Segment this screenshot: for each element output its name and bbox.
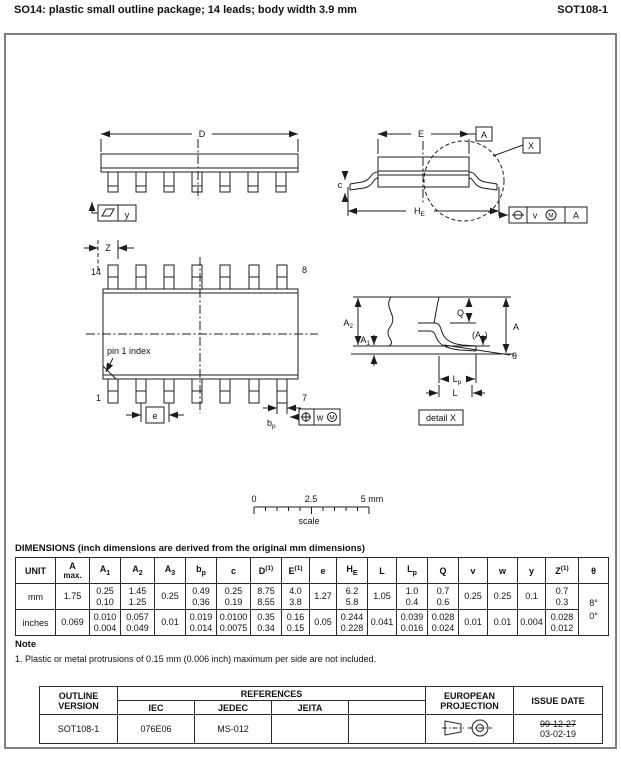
cell-mm-Q: 0.7 0.6 <box>428 584 459 610</box>
dim-label-A3: $(A_3)$ <box>472 330 488 342</box>
iec-value: 076E06 <box>118 715 195 744</box>
outline-version-value: SOT108-1 <box>40 715 118 744</box>
cell-in-A1: 0.010 0.004 <box>90 610 121 636</box>
top-view-drawing <box>84 240 340 430</box>
refs-data-row <box>40 715 603 744</box>
col-header-bp: $b_p$ <box>186 558 217 584</box>
references-table <box>39 686 603 744</box>
row-label-mm: mm <box>16 584 56 610</box>
cell-in-v: 0.01 <box>459 610 488 636</box>
scale-label: scale <box>298 516 320 526</box>
col-header-A2: $A_2$ <box>121 558 155 584</box>
dims-mm-row <box>16 584 609 610</box>
datum-y-label: y <box>124 210 130 220</box>
dims-header-row <box>16 558 609 584</box>
package-outline-drawing <box>6 35 616 535</box>
cell-in-w: 0.01 <box>488 610 518 636</box>
cell-mm-A1: 0.25 0.10 <box>90 584 121 610</box>
detail-x-label: X <box>527 141 535 151</box>
doc-number: SOT108-1 <box>557 4 608 16</box>
col-header-HE: $H_E$ <box>337 558 368 584</box>
cell-mm-L: 1.05 <box>368 584 397 610</box>
detail-x-caption: detail X <box>425 413 457 423</box>
cell-mm-w: 0.25 <box>488 584 518 610</box>
dim-label-c: c <box>337 180 343 190</box>
issue-date-cell <box>514 715 603 744</box>
dim-label-D: D <box>198 129 206 139</box>
first-angle-projection-icon <box>441 717 499 739</box>
col-header-A: A max. <box>56 558 90 584</box>
col-header-e: e <box>310 558 337 584</box>
cell-mm-e: 1.27 <box>310 584 337 610</box>
col-header-Lp: $L_p$ <box>397 558 428 584</box>
cell-in-c: 0.0100 0.0075 <box>217 610 251 636</box>
blank-value <box>349 715 426 744</box>
old-issue-date: 99-12-27 <box>540 719 577 729</box>
cell-mm-E: 4.0 3.8 <box>282 584 310 610</box>
iec-header: IEC <box>118 701 195 715</box>
dim-label-HE: $H_E$ <box>414 206 425 218</box>
dimensions-title: DIMENSIONS (inch dimensions are derived from the original mm dimensions) <box>15 543 365 554</box>
tol-w-label: w <box>316 412 324 423</box>
pin14-label: 14 <box>90 267 101 277</box>
col-header-unit: UNIT <box>16 558 56 584</box>
dimensions-table <box>15 557 609 636</box>
cell-mm-c: 0.25 0.19 <box>217 584 251 610</box>
datum-a-label: A <box>480 130 488 140</box>
cell-in-HE: 0.244 0.228 <box>337 610 368 636</box>
cell-in-Lp: 0.039 0.016 <box>397 610 428 636</box>
tolerance-frame-bp <box>299 409 340 425</box>
dim-label-A1: $A_1$ <box>360 335 370 347</box>
col-header-theta: θ <box>579 558 609 584</box>
col-header-Z: $Z^{(1)}$ <box>546 558 579 584</box>
cell-mm-v: 0.25 <box>459 584 488 610</box>
cell-in-e: 0.05 <box>310 610 337 636</box>
scale-tick-2-5: 2.5 <box>304 494 318 504</box>
col-header-E: $E^{(1)}$ <box>282 558 310 584</box>
pin1-label: 1 <box>95 393 101 403</box>
jedec-value: MS-012 <box>195 715 272 744</box>
tol-datum-a-label: A <box>572 210 580 221</box>
cell-mm-Lp: 1.0 0.4 <box>397 584 428 610</box>
jedec-header: JEDEC <box>195 701 272 715</box>
pin1-index-label: pin 1 index <box>107 346 151 356</box>
outline-version-header: OUTLINE VERSION <box>40 687 118 715</box>
dimensions-section <box>15 543 610 636</box>
cell-in-A2: 0.057 0.049 <box>121 610 155 636</box>
cell-mm-A: 1.75 <box>56 584 90 610</box>
cell-theta: 8° 0° <box>579 584 609 636</box>
flatness-symbol-icon <box>102 209 114 216</box>
dim-label-Lp: $L_p$ <box>452 374 462 386</box>
cell-mm-A2: 1.45 1.25 <box>121 584 155 610</box>
note-item-1: 1. Plastic or metal protrusions of 0.15 mm (0.006 inch) maximum per side are not included. <box>15 654 377 664</box>
svg-text:M: M <box>548 212 554 220</box>
dim-label-A2: $A_2$ <box>343 318 353 330</box>
dim-label-theta: θ <box>512 351 518 361</box>
jeita-header: JEITA <box>272 701 349 715</box>
col-header-A3: $A_3$ <box>155 558 186 584</box>
dim-label-Q: Q <box>456 308 464 318</box>
dim-label-A: A <box>513 322 520 332</box>
dim-label-bp: $b_p$ <box>267 418 276 430</box>
col-header-D: $D^{(1)}$ <box>251 558 282 584</box>
cell-in-Z: 0.028 0.012 <box>546 610 579 636</box>
svg-text:M: M <box>329 414 335 422</box>
note-heading: Note <box>15 639 37 650</box>
dim-label-e: e <box>152 411 158 421</box>
drawing-frame <box>4 33 617 749</box>
cell-in-y: 0.004 <box>518 610 546 636</box>
cell-in-Q: 0.028 0.024 <box>428 610 459 636</box>
cell-mm-y: 0.1 <box>518 584 546 610</box>
issue-date-header: ISSUE DATE <box>514 687 603 715</box>
col-header-v: v <box>459 558 488 584</box>
detail-x-drawing <box>343 297 519 425</box>
page-title: SO14: plastic small outline package; 14 leads; body width 3.9 mm <box>14 4 357 16</box>
dim-label-E: E <box>417 129 425 139</box>
col-header-L: L <box>368 558 397 584</box>
tolerance-frame-he <box>509 207 587 223</box>
cell-in-E: 0.16 0.15 <box>282 610 310 636</box>
pin8-label: 8 <box>302 265 308 275</box>
cell-in-L: 0.041 <box>368 610 397 636</box>
refs-header-row-1 <box>40 687 603 701</box>
cell-mm-Z: 0.7 0.3 <box>546 584 579 610</box>
scale-tick-5mm: 5 mm <box>360 494 384 504</box>
row-label-inches: inches <box>16 610 56 636</box>
cell-mm-A3: 0.25 <box>155 584 186 610</box>
tol-v-label: v <box>532 210 538 221</box>
cell-mm-bp: 0.49 0.36 <box>186 584 217 610</box>
cell-mm-D: 8.75 8.55 <box>251 584 282 610</box>
projection-cell <box>426 715 514 744</box>
note-section <box>15 639 376 664</box>
scale-bar <box>251 494 383 526</box>
col-header-Q: Q <box>428 558 459 584</box>
dim-label-Z: Z <box>105 243 111 253</box>
cell-in-bp: 0.019 0.014 <box>186 610 217 636</box>
cell-in-D: 0.35 0.34 <box>251 610 282 636</box>
european-projection-header: EUROPEAN PROJECTION <box>426 687 514 715</box>
dim-label-L: L <box>452 388 458 398</box>
cell-mm-HE: 6.2 5.8 <box>337 584 368 610</box>
page-header <box>14 4 608 16</box>
dims-inches-row <box>16 610 609 636</box>
cell-in-A: 0.069 <box>56 610 90 636</box>
new-issue-date: 03-02-19 <box>540 729 577 739</box>
col-header-y: y <box>518 558 546 584</box>
detail-x-circle <box>424 141 504 221</box>
jeita-value <box>272 715 349 744</box>
end-view-drawing <box>338 127 587 223</box>
scale-tick-0: 0 <box>251 494 257 504</box>
references-header: REFERENCES <box>118 687 426 701</box>
col-header-w: w <box>488 558 518 584</box>
side-view-drawing <box>92 129 298 221</box>
pin7-label: 7 <box>302 393 308 403</box>
col-header-c: c <box>217 558 251 584</box>
cell-in-A3: 0.01 <box>155 610 186 636</box>
col-header-A1: $A_1$ <box>90 558 121 584</box>
blank-header <box>349 701 426 715</box>
